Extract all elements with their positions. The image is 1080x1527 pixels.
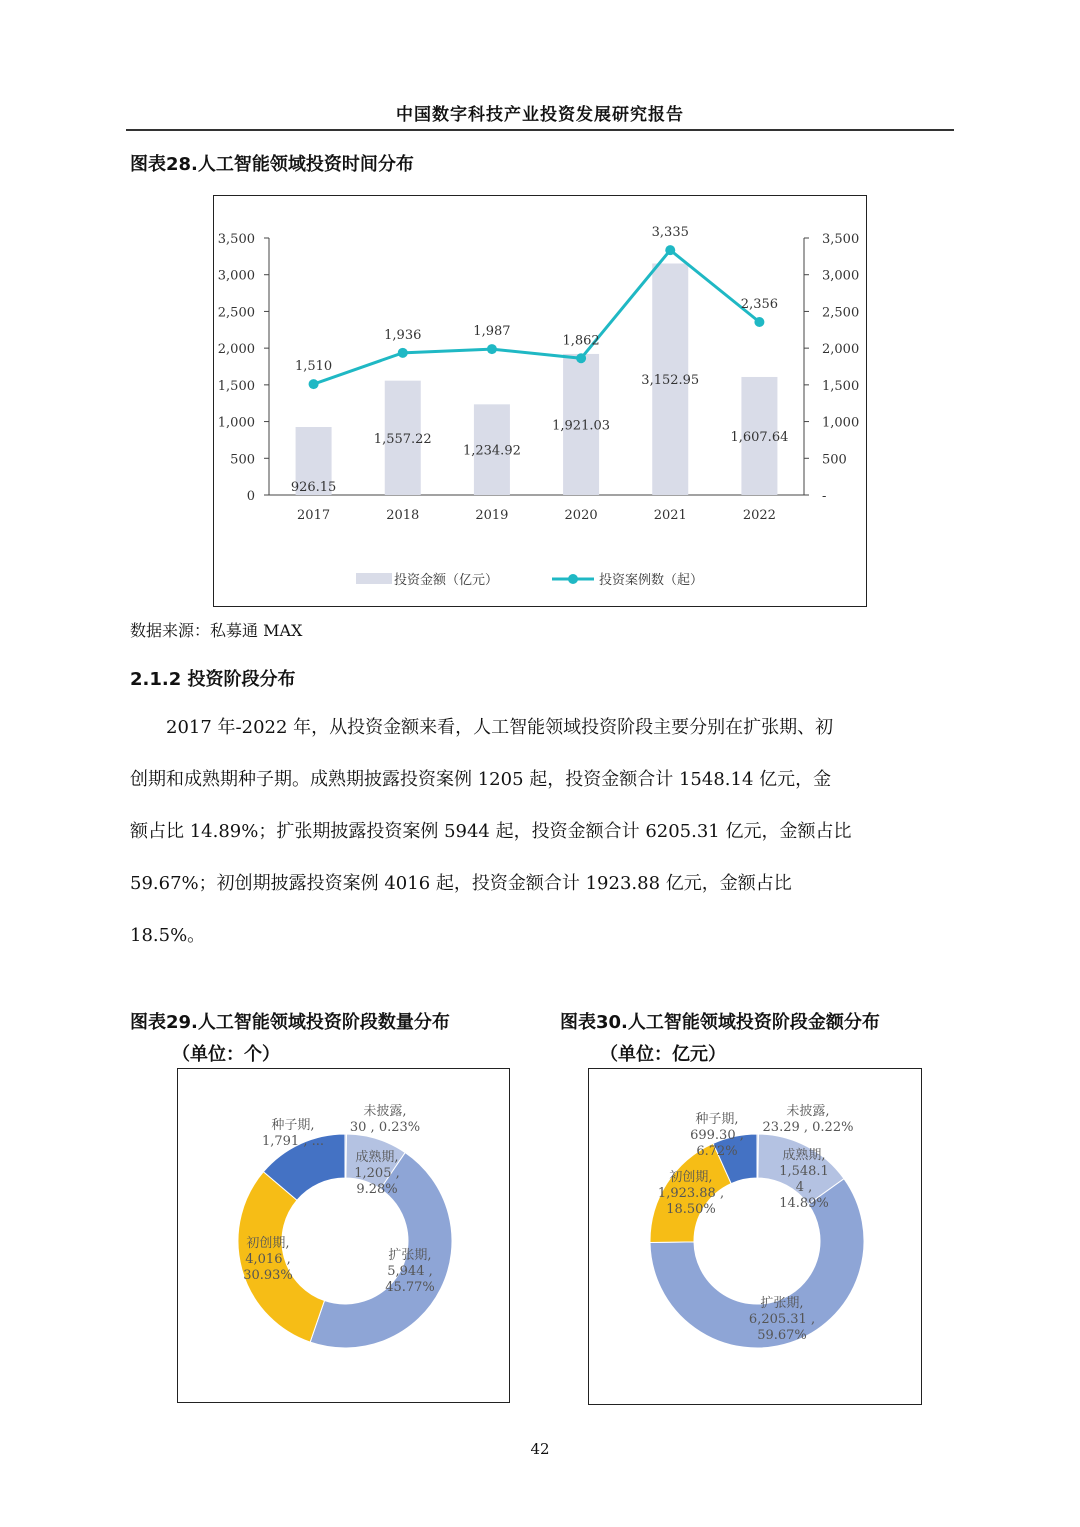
- x-tick-label: 2019: [475, 508, 509, 523]
- figure30-frame: [588, 1068, 922, 1405]
- slice-label-line: 14.89%: [779, 1196, 829, 1211]
- slice-label: [385, 1247, 435, 1295]
- slice-label-line: 种子期,: [271, 1118, 315, 1133]
- slice-label-line: 扩张期,: [760, 1296, 804, 1311]
- y-tick-label-left: 500: [230, 452, 255, 468]
- y-tick-label-left: 1,500: [217, 378, 255, 394]
- slice-label-line: 扩张期,: [388, 1248, 432, 1263]
- slice-label-line: 6.72%: [696, 1144, 738, 1159]
- slice-label-line: 初创期,: [246, 1236, 290, 1251]
- slice-label-line: 4,016 ,: [245, 1252, 291, 1267]
- figure28-frame: [213, 195, 867, 607]
- slice-label-line: 4 ,: [795, 1180, 813, 1195]
- donut-chart-amount: [589, 1069, 920, 1403]
- slice-label-line: 23.29 , 0.22%: [762, 1120, 854, 1135]
- line-data-label: 2,356: [740, 297, 779, 313]
- figure29-caption: 图表29.人工智能领域投资阶段数量分布: [130, 1012, 450, 1033]
- y-tick-label-left: 2,500: [217, 305, 255, 321]
- y-tick-label-right: 1,500: [822, 378, 860, 394]
- x-tick-label: 2021: [653, 508, 687, 523]
- slice-label: [350, 1103, 420, 1135]
- figure29-frame: [177, 1068, 510, 1403]
- slice-label-line: 5,944 ,: [387, 1264, 433, 1279]
- section-heading: 2.1.2 投资阶段分布: [130, 669, 296, 690]
- slice-label-line: 未披露,: [786, 1104, 830, 1119]
- y-tick-label-right: 3,000: [822, 268, 860, 284]
- bar-data-label: 1,607.64: [730, 429, 789, 445]
- figure30-unit: （单位：亿元）: [600, 1044, 726, 1065]
- y-tick-label-left: 2,000: [217, 342, 255, 358]
- slice-label-line: 59.67%: [757, 1328, 807, 1343]
- legend-bar-label: 投资金额（亿元）: [394, 573, 499, 588]
- slice-label-line: 初创期,: [669, 1170, 713, 1185]
- line-point: [665, 245, 675, 255]
- y-tick-label-left: 3,000: [217, 268, 255, 284]
- figure28-caption: 图表28.人工智能领域投资时间分布: [130, 154, 414, 175]
- slice-label: [690, 1112, 744, 1159]
- slice-label-line: 9.28%: [356, 1182, 398, 1197]
- y-tick-label-left: 0: [246, 489, 255, 504]
- x-tick-label: 2018: [386, 508, 420, 523]
- line-point: [309, 379, 319, 389]
- y-tick-label-left: 3,500: [217, 232, 255, 247]
- slice-label-line: 1,548.1: [779, 1164, 829, 1179]
- slice-label-line: 6,205.31 ,: [748, 1312, 816, 1327]
- legend-line-marker: [568, 574, 578, 584]
- line-point: [754, 317, 764, 327]
- y-tick-label-right: 2,500: [822, 305, 860, 321]
- bar-data-label: 926.15: [290, 479, 337, 495]
- bar-data-label: 1,921.03: [552, 418, 611, 434]
- line-data-label: 1,936: [384, 327, 422, 343]
- slice-label-line: 1,791 , ...: [261, 1134, 325, 1149]
- slice-label: [763, 1103, 854, 1135]
- figure29-unit: （单位：个）: [172, 1044, 280, 1065]
- slice-label-line: 成熟期,: [782, 1148, 826, 1163]
- bar-data-label: 3,152.95: [641, 373, 700, 389]
- slice-label-line: 18.50%: [666, 1202, 716, 1217]
- page-number: 42: [530, 1440, 550, 1458]
- line-point: [576, 353, 586, 363]
- bar-data-label: 1,234.92: [462, 443, 521, 459]
- slice-label-line: 种子期,: [695, 1112, 739, 1127]
- slice-label-line: 1,923.88 ,: [657, 1186, 725, 1201]
- line-data-label: 1,987: [473, 324, 511, 340]
- line-point: [487, 344, 497, 354]
- y-tick-label-left: 1,000: [217, 415, 255, 431]
- bar-data-label: 1,557.22: [373, 431, 432, 447]
- y-tick-label-right: 1,000: [822, 415, 860, 431]
- slice-label-line: 30.93%: [243, 1268, 293, 1283]
- slice-label: [243, 1235, 293, 1283]
- combo-chart: [214, 196, 865, 605]
- line-series: [314, 250, 760, 384]
- paragraph-line: 59.67%；初创期披露投资案例 4016 起，投资金额合计 1923.88 亿元，金额占比: [130, 873, 792, 894]
- line-data-label: 3,335: [651, 225, 689, 241]
- legend-bar-swatch: [356, 573, 392, 584]
- y-tick-label-right: 3,500: [822, 232, 860, 247]
- x-tick-label: 2017: [297, 508, 331, 523]
- line-data-label: 1,510: [294, 359, 333, 375]
- legend-line-label: 投资案例数（起）: [599, 573, 704, 588]
- donut-chart-count: [178, 1069, 508, 1401]
- x-tick-label: 2020: [564, 508, 598, 523]
- line-data-label: 1,862: [562, 333, 600, 349]
- paragraph-line: 创期和成熟期种子期。成熟期披露投资案例 1205 起，投资金额合计 1548.14 亿元，金: [130, 769, 832, 790]
- y-tick-label-right: -: [822, 489, 827, 504]
- y-tick-label-right: 2,000: [822, 342, 860, 358]
- slice-label-line: 未披露,: [363, 1104, 407, 1119]
- slice-label: [354, 1149, 399, 1197]
- slice-label: [262, 1118, 324, 1149]
- slice-label-line: 成熟期,: [355, 1150, 399, 1165]
- figure28-source: 数据来源：私募通 MAX: [130, 621, 303, 640]
- y-tick-label-right: 500: [822, 452, 847, 468]
- running-header: 中国数字科技产业投资发展研究报告: [396, 105, 684, 125]
- slice-label-line: 45.77%: [385, 1280, 435, 1295]
- section-paragraph: [130, 702, 952, 962]
- slice-label-line: 30 , 0.23%: [349, 1120, 421, 1135]
- figure30-caption: 图表30.人工智能领域投资阶段金额分布: [560, 1012, 880, 1033]
- paragraph-line: 2017 年-2022 年，从投资金额来看，人工智能领域投资阶段主要分别在扩张期、初: [166, 717, 834, 738]
- paragraph-line: 18.5%。: [130, 925, 206, 946]
- slice-label-line: 1,205 ,: [354, 1166, 400, 1181]
- slice-label-line: 699.30 ,: [690, 1128, 744, 1143]
- x-tick-label: 2022: [742, 508, 776, 523]
- header-rule: [126, 129, 954, 131]
- line-point: [398, 348, 408, 358]
- paragraph-line: 额占比 14.89%；扩张期披露投资案例 5944 起，投资金额合计 6205.31 亿元，金额占比: [130, 821, 852, 842]
